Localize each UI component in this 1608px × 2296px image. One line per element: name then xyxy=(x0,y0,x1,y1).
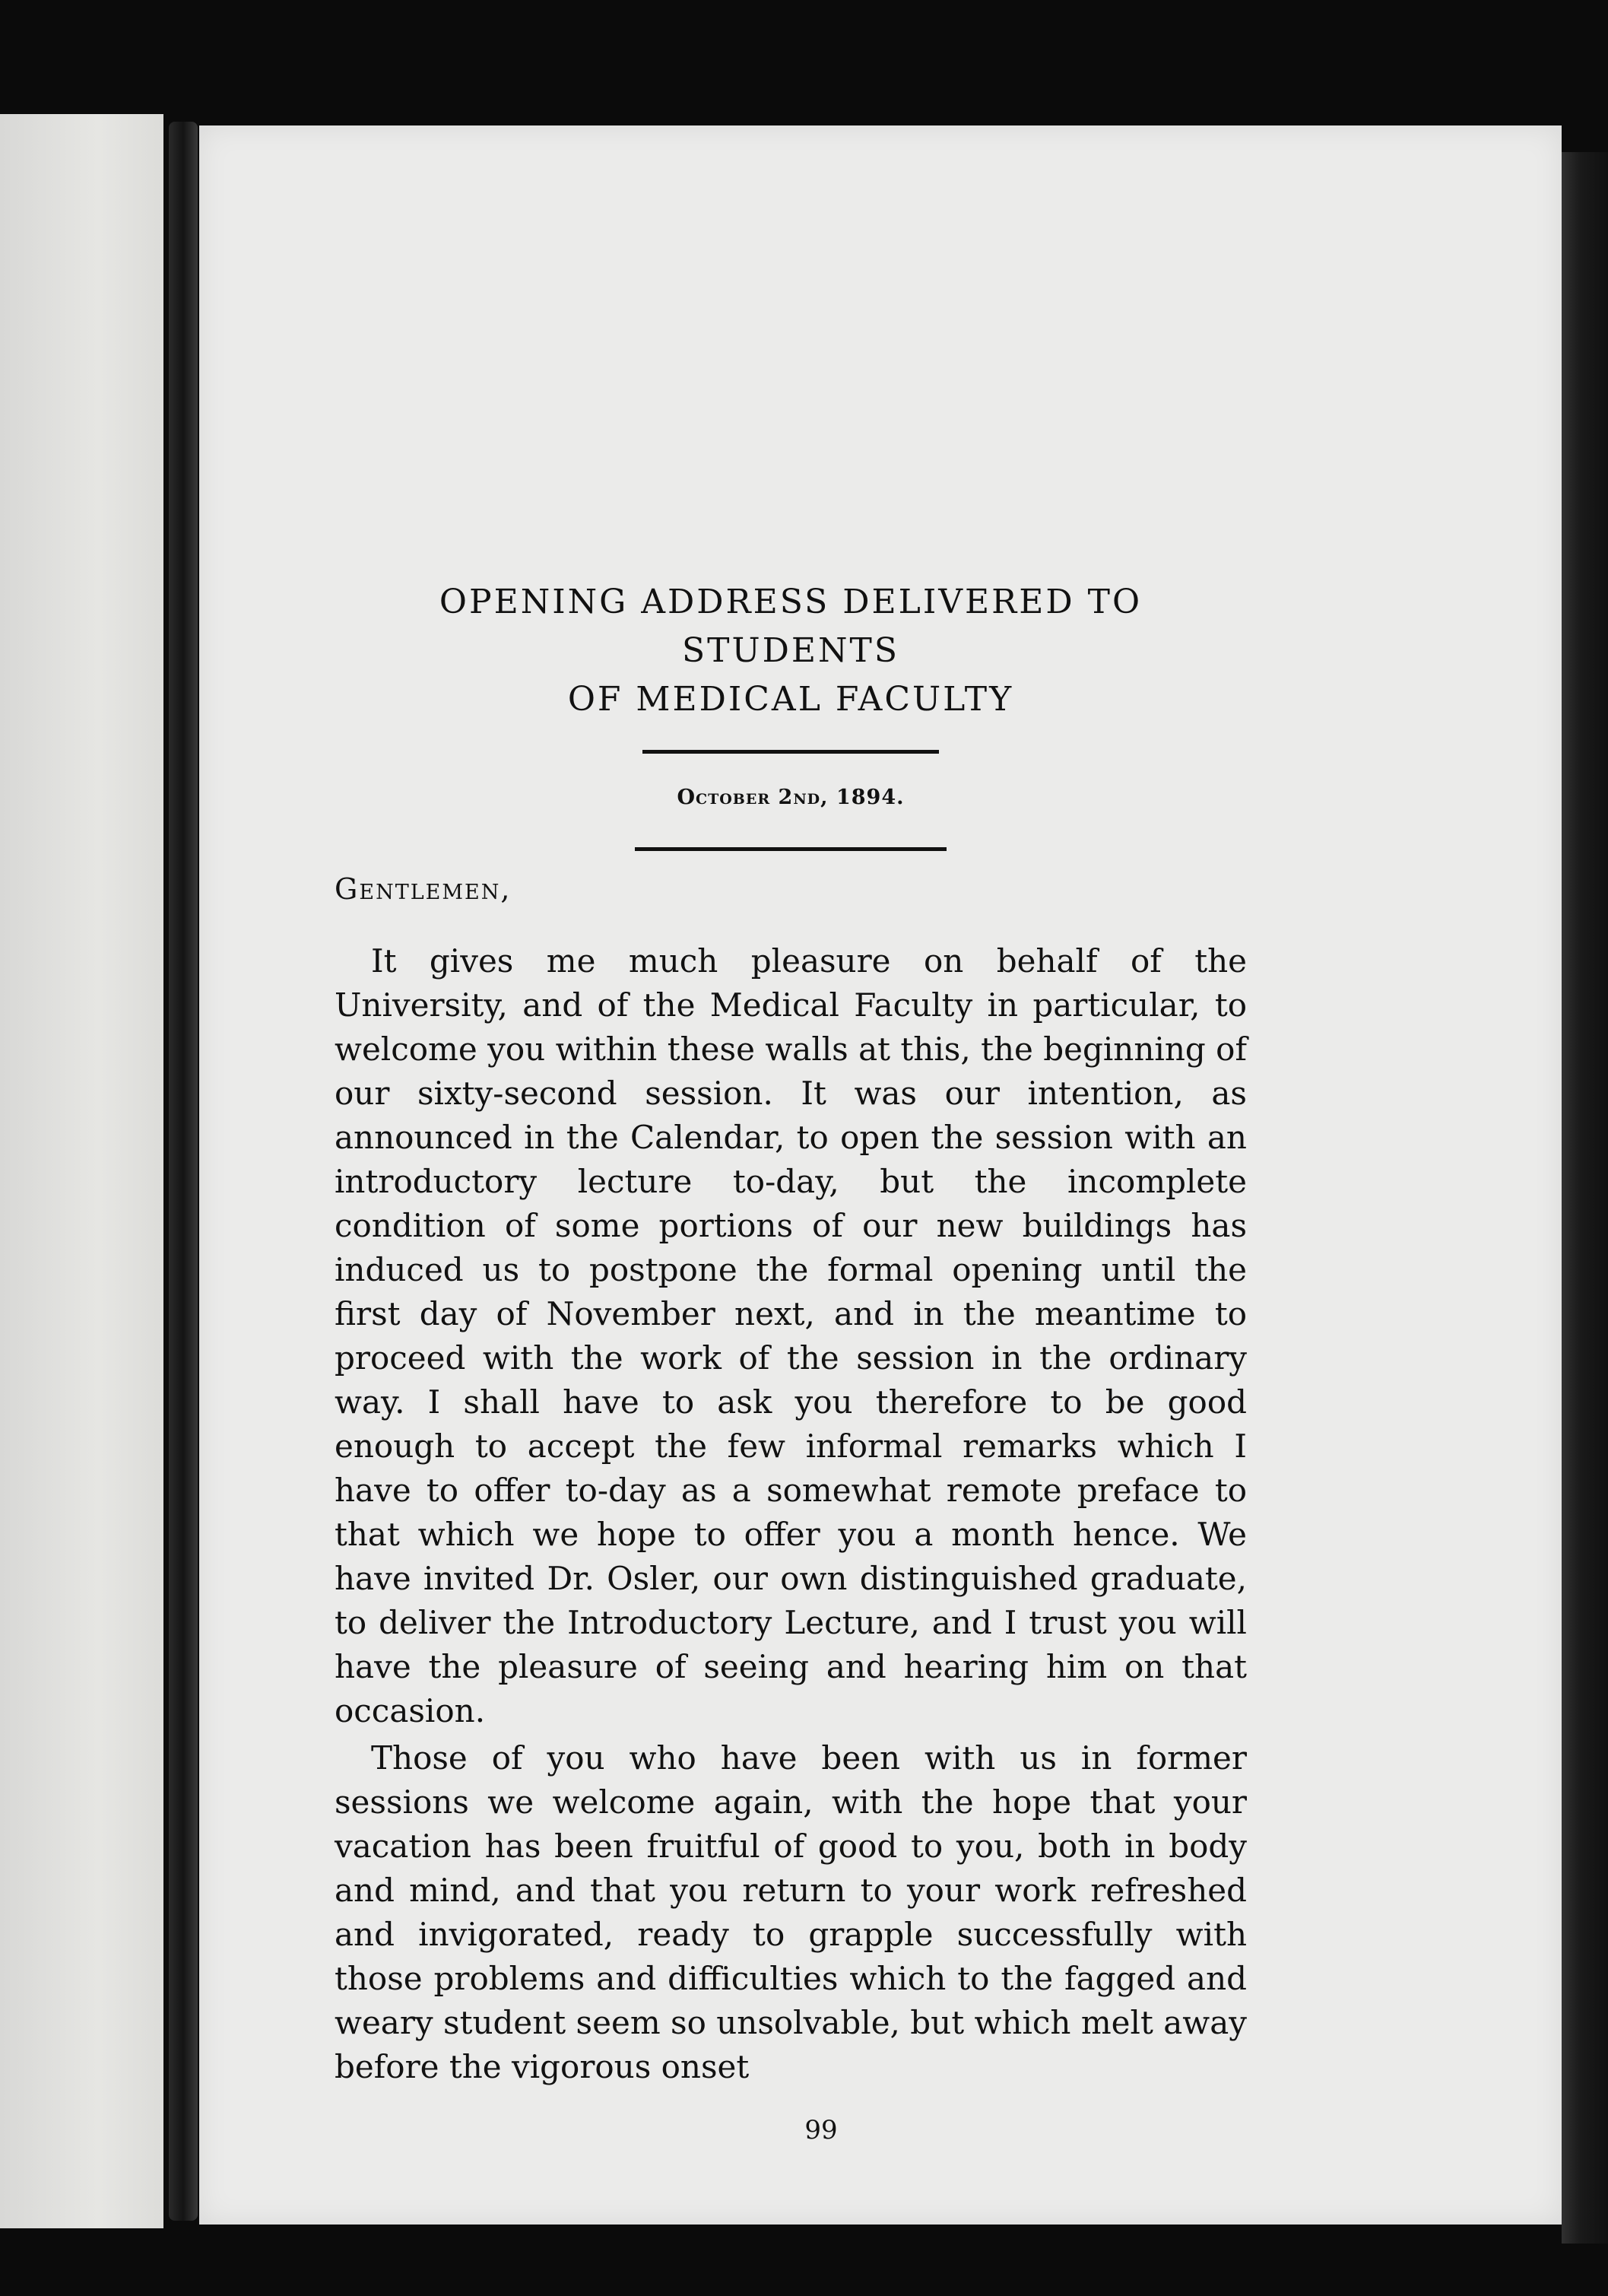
title-line-1: OPENING ADDRESS DELIVERED TO STUDENTS xyxy=(439,583,1143,670)
title-line-2: OF MEDICAL FACULTY xyxy=(567,680,1014,719)
paragraph-2: Those of you who have been with us in former sessions we welcome again, with the hope that your vacation has been fruitful of good to you, both in body and mind, and that you return to your work refreshed and invigorated, ready to grapple successfully with those problems and difficulties which to the fagged and weary student seem so unsolvable, but which melt away before the vigorous onset xyxy=(335,1739,1247,2085)
paragraph-1: It gives me much pleasure on behalf of the University, and of the Medical Faculty in particular, to welcome you within these walls at this, the beginning of our sixty-second session. It was our intention, as announced in the Calendar, to open the session with an introductory lecture to-day, but the incomplete condition of some portions of our new buildings has induced us to postpone the formal opening until the first day of November next, and in the meantime to proceed with the work of the session in the ordinary way. I shall have to ask you therefore to be good enough to accept the few informal remarks which I have to offer to-day as a somewhat remote preface to that which we hope to offer you a month hence. We have invited Dr. Osler, our own distinguished graduate, to deliver the Introductory Lecture, and I trust you will have the pleasure of seeing and hearing him on that occasion. xyxy=(335,942,1247,1729)
page-number: 99 xyxy=(804,2115,838,2145)
date-rule xyxy=(635,847,947,851)
document-title xyxy=(335,578,1247,724)
salutation: Gentlemen, xyxy=(335,872,512,906)
address-date: October 2nd, 1894. xyxy=(677,786,905,809)
page-content xyxy=(335,578,1247,2145)
page-edge-shadow xyxy=(1562,152,1608,2244)
title-rule xyxy=(642,750,939,754)
book-gutter xyxy=(169,122,198,2221)
left-page-edge xyxy=(0,114,163,2228)
